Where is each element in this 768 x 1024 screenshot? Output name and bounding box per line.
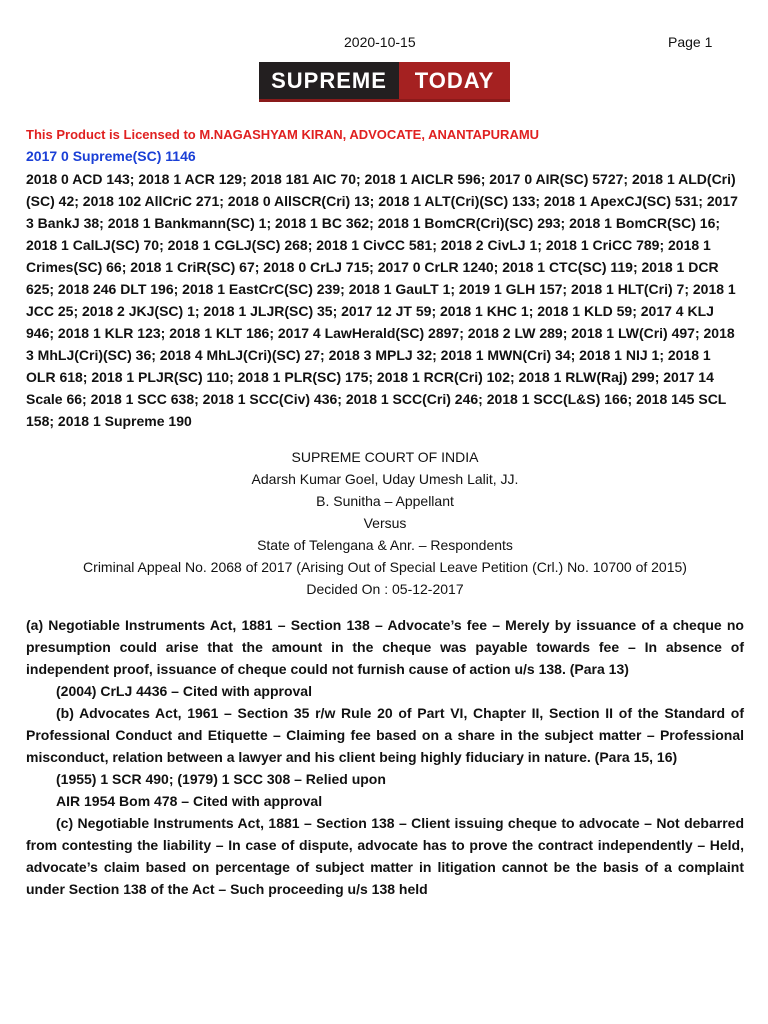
- supreme-today-logo: [259, 62, 510, 102]
- logo-text-supreme: SUPREME: [271, 67, 387, 93]
- respondents: State of Telengana & Anr. – Respondents: [257, 537, 513, 553]
- logo-text-today: TODAY: [399, 62, 510, 99]
- headnote-c: (c) Negotiable Instruments Act, 1881 – Section 138 – Client issuing cheque to advocate – Not debarred from contesting the liability – In case of dispute, advocate has to prove the contract independently – Held, advocate’s claim based on percentage of subject matter in litigation cannot be the basis of a complaint under Section 138 of the Act – Such proceeding u/s 138 held: [26, 815, 744, 897]
- versus: Versus: [363, 515, 407, 531]
- parallel-citations: 2018 0 ACD 143; 2018 1 ACR 129; 2018 181 AIC 70; 2018 1 AICLR 596; 2017 0 AIR(SC) 5727; 2018 1 ALD(Cri)(SC) 42; 2018 102 AllCriC 271; 2018 0 AllSCR(Cri) 13; 2018 1 ALT(Cri)(SC) 133; 2018 1 ApexCJ(SC) 531; 2017 3 BankJ 38; 2018 1 Bankmann(SC) 1; 2018 1 BC 362; 2018 1 BomCR(Cri)(SC) 293; 2018 1 BomCR(SC) 16; 2018 1 CalLJ(SC) 70; 2018 1 CGLJ(SC) 268; 2018 1 CivCC 581; 2018 2 CivLJ 1; 2018 1 CriCC 789; 2018 1 Crimes(SC) 66; 2018 1 CriR(SC) 67; 2018 0 CrLJ 715; 2017 0 CrLR 1240; 2018 1 CTC(SC) 119; 2018 1 DCR 625; 2018 246 DLT 196; 2018 1 EastCrC(SC) 239; 2018 1 GauLT 1; 2019 1 GLH 157; 2018 1 HLT(Cri) 7; 2018 1 JCC 25; 2018 2 JKJ(SC) 1; 2018 1 JLJR(SC) 35; 2017 12 JT 59; 2018 1 KHC 1; 2018 1 KLD 59; 2017 4 KLJ 946; 2018 1 KLR 123; 2018 1 KLT 186; 2017 4 LawHerald(SC) 2897; 2018 2 LW 289; 2018 1 LW(Cri) 497; 2018 3 MhLJ(Cri)(SC) 36; 2018 4 MhLJ(Cri)(SC) 27; 2018 3 MPLJ 32; 2018 1 MWN(Cri) 34; 2018 1 NIJ 1; 2018 1 OLR 618; 2018 1 PLJR(SC) 110; 2018 1 PLR(SC) 175; 2018 1 RCR(Cri) 102; 2018 1 RLW(Raj) 299; 2017 14 Scale 66; 2018 1 SCC 638; 2018 1 SCC(Civ) 436; 2018 1 SCC(Cri) 246; 2018 1 SCC(L&S) 166; 2018 145 SCL 158; 2018 1 Supreme 190: [26, 171, 738, 429]
- decided-date: Decided On : 05-12-2017: [306, 581, 464, 597]
- page-header: [0, 34, 768, 54]
- judges: Adarsh Kumar Goel, Uday Umesh Lalit, JJ.: [251, 471, 519, 487]
- document-body: [26, 126, 744, 900]
- headnote-b: (b) Advocates Act, 1961 – Section 35 r/w Rule 20 of Part VI, Chapter II, Section II of the Standard of Professional Conduct and Etiquette – Claiming fee based on a share in the subject matter – Professional misconduct, relation between a lawyer and his client being highly fiduciary in nature. (Para 15, 16): [26, 705, 744, 765]
- license-notice: This Product is Licensed to M.NAGASHYAM KIRAN, ADVOCATE, ANANTAPURAMU: [26, 127, 540, 142]
- headnote-a-citation: (2004) CrLJ 4436 – Cited with approval: [56, 683, 312, 699]
- headnote-b-citation-2: AIR 1954 Bom 478 – Cited with approval: [56, 793, 323, 809]
- page-number: Page 1: [668, 34, 713, 50]
- headnote-a: (a) Negotiable Instruments Act, 1881 – Section 138 – Advocate’s fee – Merely by issuance of a cheque no presumption could arise that the amount in the cheque was payable towards fee – In absence of independent proof, issuance of cheque could not furnish cause of action u/s 138. (Para 13): [26, 617, 744, 677]
- court-name: SUPREME COURT OF INDIA: [291, 449, 479, 465]
- case-number: Criminal Appeal No. 2068 of 2017 (Arising Out of Special Leave Petition (Crl.) No. 10700 of 2015): [83, 559, 687, 575]
- print-date: 2020-10-15: [344, 34, 416, 50]
- headnote-b-citation-1: (1955) 1 SCR 490; (1979) 1 SCC 308 – Relied upon: [56, 771, 386, 787]
- headnotes: [26, 614, 744, 900]
- appellant: B. Sunitha – Appellant: [316, 493, 454, 509]
- main-citation: 2017 0 Supreme(SC) 1146: [26, 148, 196, 164]
- case-details: [26, 446, 744, 600]
